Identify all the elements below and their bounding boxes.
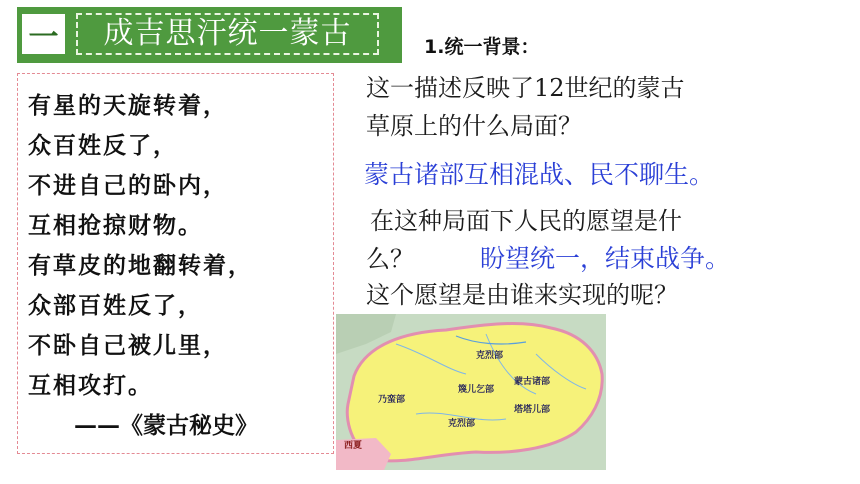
answer-1: 蒙古诸部互相混战、民不聊生。: [364, 160, 715, 189]
question-2-line-2: 么？: [366, 245, 414, 273]
map-graphic: [336, 314, 606, 470]
page-title: 成吉思汗统一蒙古: [76, 13, 379, 55]
poem-line: 有星的天旋转着，: [28, 92, 228, 119]
map-label: 蒙古诸部: [514, 377, 551, 387]
map-label: 篾儿乞部: [458, 385, 495, 395]
map-label: 塔塔儿部: [514, 405, 551, 415]
poem-source: ——《蒙古秘史》: [74, 412, 258, 439]
poem-quote-box: [17, 73, 334, 454]
map-label: 乃蛮部: [378, 395, 406, 405]
section-number: 一: [22, 14, 65, 54]
map-label: 克烈部: [476, 351, 504, 361]
poem-line: 不卧自己被儿里，: [28, 332, 228, 359]
poem-line: 众部百姓反了，: [28, 292, 203, 319]
poem-line: 不进自己的卧内，: [28, 172, 228, 199]
section-heading: 1.统一背景：: [424, 36, 540, 58]
poem-line: 互相抢掠财物。: [28, 212, 203, 239]
question-1-line-2: 草原上的什么局面？: [366, 112, 582, 140]
answer-2: 盼望统一，结束战争。: [480, 244, 731, 273]
mongolia-map: [336, 314, 606, 470]
map-label: 克烈部: [448, 419, 476, 429]
poem-line: 众百姓反了，: [28, 132, 178, 159]
question-1-line-1: 这一描述反映了12世纪的蒙古: [366, 74, 685, 102]
poem-line: 互相攻打。: [28, 372, 153, 399]
poem-line: 有草皮的地翻转着，: [28, 252, 253, 279]
question-3: 这个愿望是由谁来实现的呢？: [366, 281, 678, 309]
map-label: 西夏: [344, 441, 363, 451]
question-2-line-1: 在这种局面下人民的愿望是什: [370, 207, 682, 235]
